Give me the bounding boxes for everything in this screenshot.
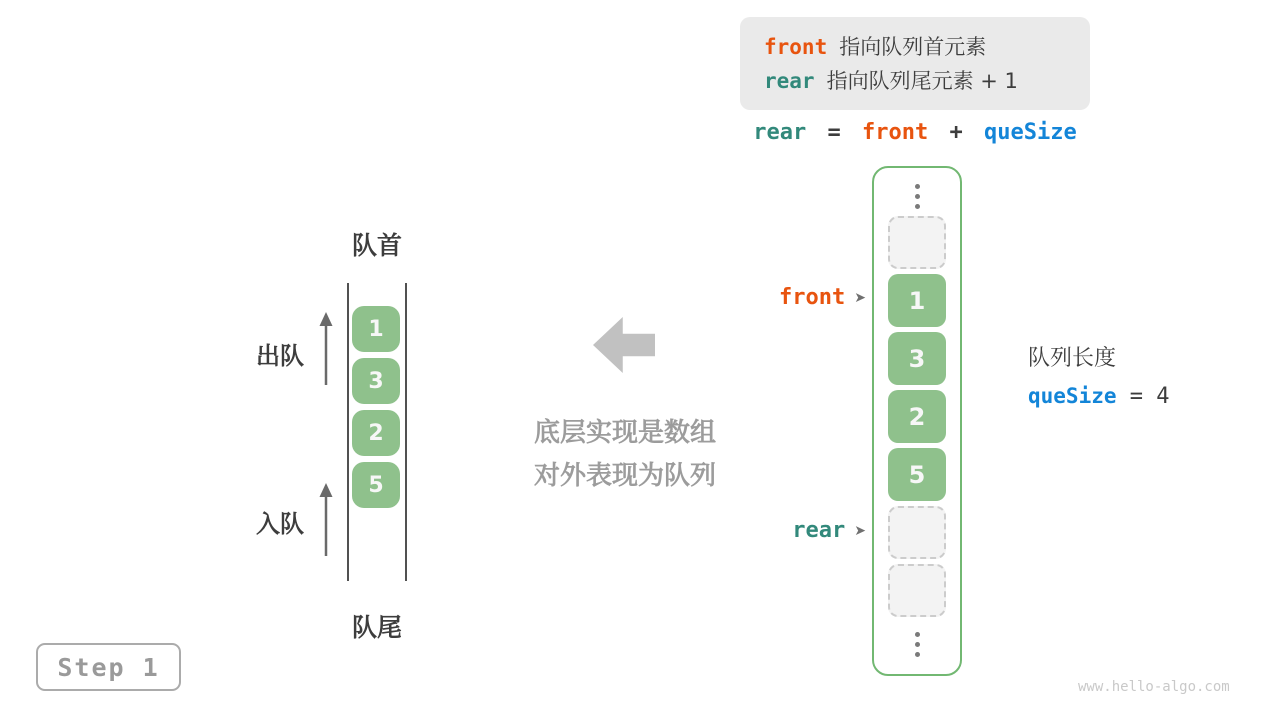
queue-wall-left [347, 283, 349, 581]
ellipsis-top-icon [915, 181, 920, 211]
watermark: www.hello-algo.com [1078, 679, 1230, 695]
quesize-variable: queSize [1028, 384, 1117, 408]
formula-rear: rear [753, 120, 807, 145]
queue-length-title: 队列长度 [1028, 346, 1117, 371]
arrow-right-icon: ➤ [854, 522, 866, 539]
legend-line-front [764, 31, 1090, 65]
ellipsis-bottom-icon [915, 629, 920, 659]
front-pointer-label: front [779, 285, 846, 310]
queue-length-info [1028, 341, 1170, 409]
middle-caption [515, 412, 735, 498]
array-cell: 3 [888, 332, 946, 385]
queue-stack [352, 306, 400, 508]
front-pointer [740, 285, 866, 310]
formula-plus: + [949, 120, 963, 145]
rear-pointer-label: rear [792, 518, 846, 543]
rear-formula [740, 120, 1090, 145]
queue-head-label: 队首 [351, 231, 402, 260]
queue-wall-right [405, 283, 407, 581]
array-cell-empty [888, 506, 946, 559]
queue-cell: 1 [352, 306, 400, 352]
array-container [872, 166, 962, 676]
quesize-value: = 4 [1129, 384, 1170, 409]
queue-tail-label: 队尾 [351, 613, 402, 642]
formula-quesize: queSize [984, 120, 1077, 145]
front-description: 指向队列首元素 [839, 35, 987, 59]
pointer-legend-box [740, 17, 1090, 110]
queue-cell: 2 [352, 410, 400, 456]
array-cell: 1 [888, 274, 946, 327]
enqueue-label: 入队 [256, 510, 304, 538]
array-cell: 5 [888, 448, 946, 501]
formula-front: front [862, 120, 929, 145]
enqueue-up-arrow-icon [318, 483, 334, 557]
formula-equals: = [827, 120, 841, 145]
array-cell-empty [888, 564, 946, 617]
array-cell: 2 [888, 390, 946, 443]
queue-length-value [1028, 384, 1170, 409]
dequeue-up-arrow-icon [318, 312, 334, 386]
dequeue-label: 出队 [256, 342, 304, 370]
rear-keyword: rear [764, 69, 815, 93]
queue-cell: 5 [352, 462, 400, 508]
queue-cell: 3 [352, 358, 400, 404]
step-badge: Step 1 [36, 643, 181, 691]
front-keyword: front [764, 35, 828, 59]
middle-caption-line2: 对外表现为队列 [533, 461, 716, 491]
rear-description: 指向队列尾元素 + 1 [826, 69, 1018, 93]
middle-caption-line1: 底层实现是数组 [533, 418, 716, 448]
arrow-right-icon: ➤ [854, 289, 866, 306]
rear-pointer [740, 518, 866, 543]
legend-line-rear [764, 65, 1090, 99]
left-block-arrow-icon [593, 317, 655, 373]
array-cell-empty [888, 216, 946, 269]
